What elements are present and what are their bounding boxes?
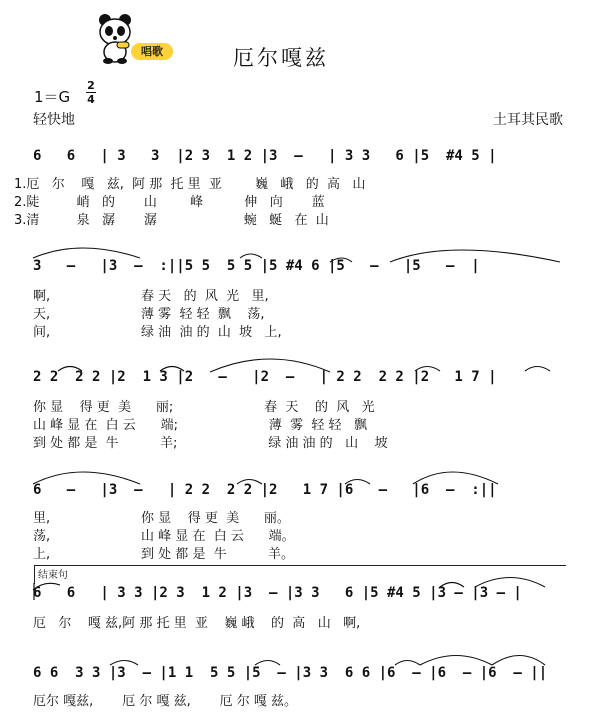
notation-row-6: 6 6 3 3 |3 – |1 1 5 5 |5 – |3 3 6 6 |6 – |6 – |6 – ||: [33, 665, 548, 681]
tempo-marking: 轻快地: [33, 112, 75, 128]
slur-arc: [160, 367, 184, 372]
slur-arc: [33, 583, 60, 590]
lyric-row-3-verse-2: 山 峰 显 在 白 云 端; 薄 雾 轻 轻 飘: [33, 418, 367, 433]
lyric-row-2-verse-3: 间, 绿 油 油 的 山 坡 上,: [33, 325, 282, 340]
notation-row-5: 6 6 | 3 3 |2 3 1 2 |3 – |3 3 6 |5 #4 5 |3 – |3 – |: [33, 585, 522, 601]
tie-arc: [390, 250, 560, 262]
song-title: 厄尔嘎兹: [233, 46, 329, 70]
lyric-row-2-verse-1: 啊, 春 天 的 风 光 里,: [33, 289, 269, 304]
tie-arc: [475, 578, 545, 588]
slur-arc: [440, 583, 464, 588]
lyric-row-1-verse-1: 1.厄 尔 嘎 兹, 阿 那 托 里 亚 巍 峨 的 高 山: [14, 177, 366, 192]
slur-arc: [415, 367, 440, 372]
slur-arc: [240, 254, 262, 258]
tie-arc: [420, 656, 492, 666]
lyric-row-1-verse-3: 3.清 泉 潺 潺 蜿 蜒 在 山: [14, 213, 329, 228]
ending-label: 结束句: [38, 570, 68, 581]
sing-badge: 唱歌: [131, 43, 173, 60]
key-signature: 1＝G: [34, 88, 71, 106]
lyric-row-4-verse-3: 上, 到 处 都 是 牛 羊。: [33, 547, 295, 562]
lyric-row-4-verse-2: 荡, 山 峰 显 在 白 云 端。: [33, 529, 295, 544]
composer: 土耳其民歌: [493, 112, 563, 128]
notation-row-4: 6 – |3 – | 2 2 2 2 |2 1 7 |6 – |6 – :||: [33, 482, 497, 498]
slur-arc: [237, 480, 262, 485]
lyric-row-1-verse-2: 2.陡 峭 的 山 峰 伸 向 蓝: [14, 195, 325, 210]
lyric-row-2-verse-2: 天, 薄 雾 轻 轻 飘 荡,: [33, 307, 265, 322]
tie-arc: [492, 656, 545, 666]
lyric-row-4-verse-1: 里, 你 显 得 更 美 丽。: [33, 511, 290, 526]
meter-bottom: 4: [87, 93, 95, 106]
notation-row-1: 6 6 | 3 3 |2 3 1 2 |3 – | 3 3 6 |5 #4 5 |: [33, 148, 497, 164]
lyric-row-3-verse-1: 你 显 得 更 美 丽; 春 天 的 风 光: [33, 400, 375, 415]
lyric-row-5: 厄 尔 嘎 兹,阿 那 托 里 亚 巍 峨 的 高 山 啊,: [33, 616, 361, 631]
slur-arc: [58, 367, 82, 372]
slur-arc: [255, 661, 280, 666]
slur-arc: [110, 661, 138, 666]
slur-arc: [525, 367, 550, 372]
tie-arc: [413, 472, 498, 484]
tie-arc: [33, 472, 140, 484]
slur-arc: [330, 258, 352, 262]
slur-arc: [395, 661, 420, 666]
notation-row-3: 2 2 2 2 |2 1 3 |2 – |2 – | 2 2 2 2 |2 1 7 |: [33, 369, 497, 385]
notation-row-2: 3 – |3 – :||5 5 5 5 |5 #4 6 |5 – |5 – |: [33, 258, 480, 274]
meter-top: 2: [87, 79, 95, 92]
tie-arc: [210, 359, 330, 372]
lyric-row-3-verse-3: 到 处 都 是 牛 羊; 绿 油 油 的 山 坡: [33, 436, 388, 451]
slur-arc: [345, 480, 370, 485]
lyric-row-6: 厄尔 嘎兹, 厄 尔 嘎 兹, 厄 尔 嘎 兹。: [33, 694, 298, 709]
tie-arc: [33, 248, 140, 258]
